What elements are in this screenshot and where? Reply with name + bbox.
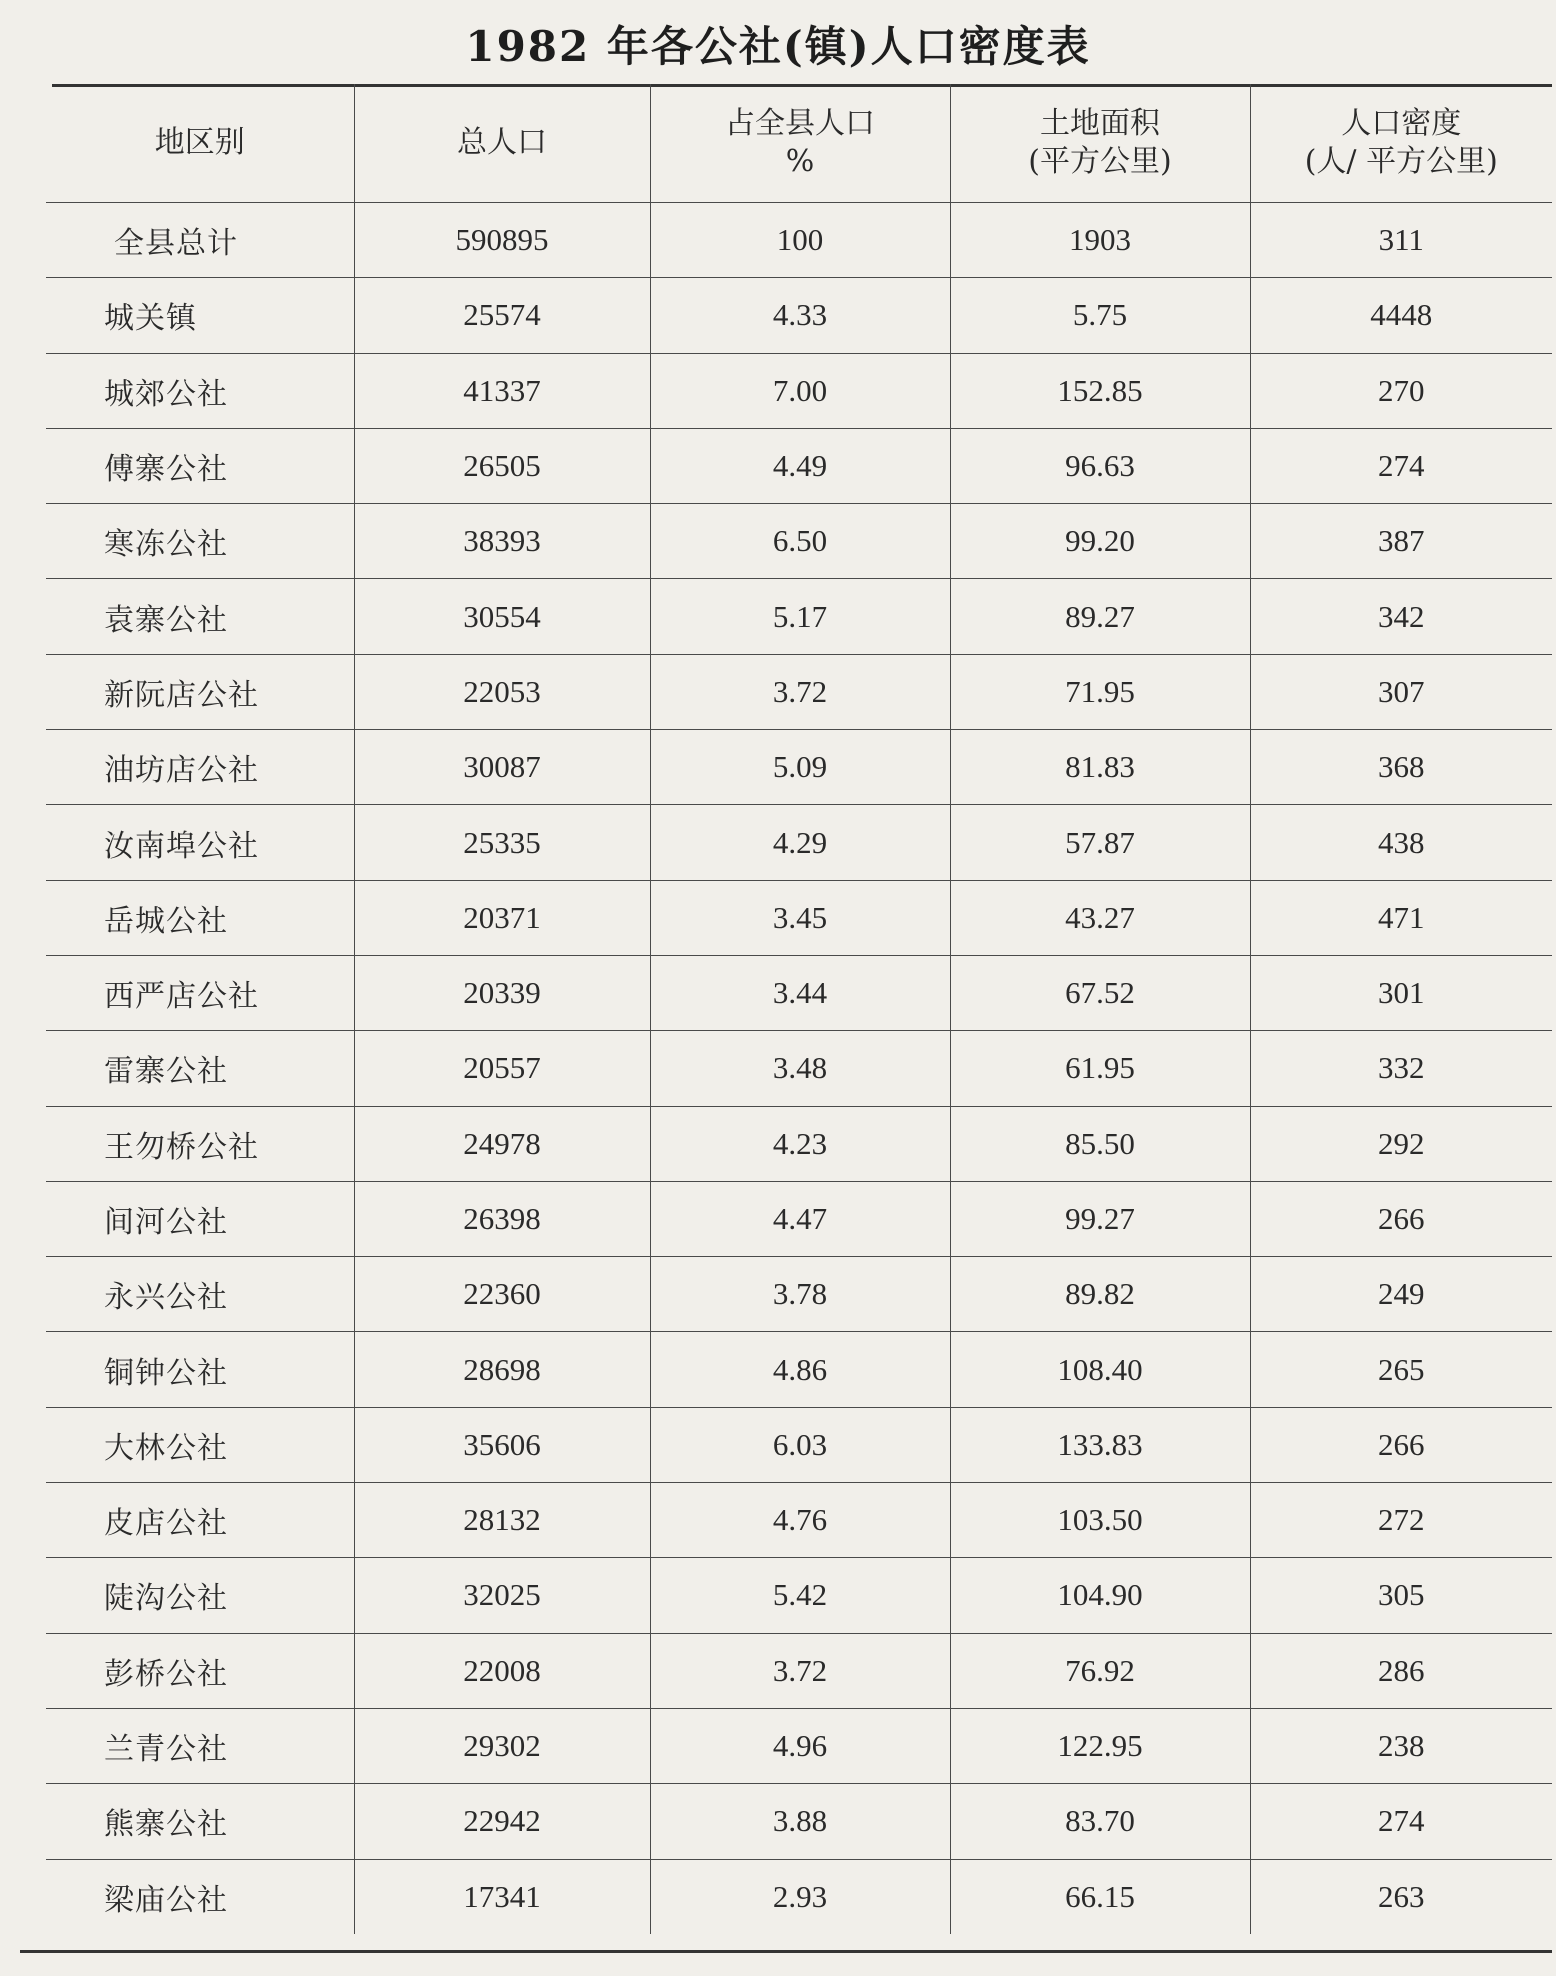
cell-region: 新阮店公社 [46, 654, 354, 729]
table-title: 1982 年各公社(镇)人口密度表 [465, 22, 1091, 71]
cell-area: 5.75 [950, 278, 1250, 353]
cell-density: 249 [1250, 1257, 1552, 1332]
cell-density: 471 [1250, 880, 1552, 955]
cell-population: 30087 [354, 730, 650, 805]
header-share-label: 占全县人口 [725, 106, 875, 141]
cell-density: 274 [1250, 428, 1552, 503]
cell-density: 305 [1250, 1558, 1552, 1633]
cell-share: 6.03 [650, 1407, 950, 1482]
header-area-label: 土地面积 [1040, 106, 1160, 141]
population-density-table [46, 84, 1552, 1934]
cell-share: 6.50 [650, 504, 950, 579]
header-area-unit: (平方公里) [1028, 144, 1172, 179]
header-row [46, 84, 1552, 203]
cell-area: 43.27 [950, 880, 1250, 955]
cell-area: 85.50 [950, 1106, 1250, 1181]
cell-region: 铜钟公社 [46, 1332, 354, 1407]
table-row [46, 654, 1552, 729]
cell-share: 4.29 [650, 805, 950, 880]
cell-area: 76.92 [950, 1633, 1250, 1708]
cell-area: 103.50 [950, 1483, 1250, 1558]
cell-density: 301 [1250, 955, 1552, 1030]
cell-area: 66.15 [950, 1859, 1250, 1934]
cell-region: 彭桥公社 [46, 1633, 354, 1708]
cell-density: 263 [1378, 1878, 1425, 1914]
cell-density: 368 [1250, 730, 1552, 805]
cell-share: 3.44 [650, 955, 950, 1030]
cell-population: 28698 [354, 1332, 650, 1407]
cell-population: 590895 [354, 203, 650, 278]
cell-region: 岳城公社 [46, 880, 354, 955]
cell-density: 265 [1250, 1332, 1552, 1407]
cell-area: 108.40 [950, 1332, 1250, 1407]
table-row [46, 1257, 1552, 1332]
cell-share: 4.96 [650, 1708, 950, 1783]
cell-population: 22008 [354, 1633, 650, 1708]
cell-area: 152.85 [950, 353, 1250, 428]
cell-population: 22360 [354, 1257, 650, 1332]
cell-population: 32025 [354, 1558, 650, 1633]
cell-region: 熊寨公社 [46, 1784, 354, 1859]
cell-density: 438 [1250, 805, 1552, 880]
cell-population: 35606 [354, 1407, 650, 1482]
header-density-label: 人口密度 [1341, 106, 1462, 141]
table-row [46, 428, 1552, 503]
table-row [46, 504, 1552, 579]
cell-share: 4.23 [650, 1106, 950, 1181]
cell-population: 20371 [354, 880, 650, 955]
cell-share: 4.49 [650, 428, 950, 503]
cell-area: 81.83 [950, 730, 1250, 805]
table-row [46, 1859, 1552, 1934]
cell-region: 大林公社 [46, 1407, 354, 1482]
cell-population: 30554 [354, 579, 650, 654]
cell-share: 4.33 [650, 278, 950, 353]
cell-share: 4.47 [650, 1181, 950, 1256]
cell-density: 266 [1250, 1407, 1552, 1482]
cell-density: 342 [1250, 579, 1552, 654]
cell-region: 雷寨公社 [46, 1031, 354, 1106]
cell-region: 汝南埠公社 [46, 805, 354, 880]
cell-area: 96.63 [950, 428, 1250, 503]
cell-region: 间河公社 [46, 1181, 354, 1256]
cell-area: 57.87 [950, 805, 1250, 880]
cell-share: 2.93 [650, 1859, 950, 1934]
cell-density: 238 [1250, 1708, 1552, 1783]
cell-density: 387 [1250, 504, 1552, 579]
table-row [46, 955, 1552, 1030]
cell-density: 266 [1250, 1181, 1552, 1256]
header-area [950, 84, 1250, 203]
cell-region: 永兴公社 [46, 1257, 354, 1332]
cell-share: 3.72 [650, 654, 950, 729]
header-population-label: 总人口 [457, 125, 547, 160]
cell-region: 寒冻公社 [46, 504, 354, 579]
header-density-unit: (人/ 平方公里) [1304, 144, 1498, 179]
cell-population: 22942 [354, 1784, 650, 1859]
table-row [46, 1708, 1552, 1783]
cell-region: 王勿桥公社 [46, 1106, 354, 1181]
table-row-total [46, 203, 1552, 278]
header-density [1250, 84, 1552, 203]
cell-population: 22053 [354, 654, 650, 729]
cell-region: 兰青公社 [46, 1708, 354, 1783]
cell-population: 28132 [354, 1483, 650, 1558]
cell-population: 38393 [354, 504, 650, 579]
cell-area: 71.95 [950, 654, 1250, 729]
cell-area: 1903 [950, 203, 1250, 278]
cell-region: 全县总计 [46, 203, 354, 278]
header-population [354, 84, 650, 203]
cell-density: 270 [1250, 353, 1552, 428]
cell-area: 89.82 [950, 1257, 1250, 1332]
cell-density: 332 [1250, 1031, 1552, 1106]
cell-density: 292 [1250, 1106, 1552, 1181]
cell-area: 104.90 [950, 1558, 1250, 1633]
cell-share: 100 [650, 203, 950, 278]
cell-share: 7.00 [650, 353, 950, 428]
cell-population: 41337 [354, 353, 650, 428]
cell-region: 傅寨公社 [46, 428, 354, 503]
cell-share: 3.48 [650, 1031, 950, 1106]
bottom-rule [20, 1950, 1552, 1953]
cell-density: 4448 [1250, 278, 1552, 353]
cell-region: 陡沟公社 [46, 1558, 354, 1633]
cell-area: 89.27 [950, 579, 1250, 654]
table-row [46, 579, 1552, 654]
header-region [46, 84, 354, 203]
cell-region: 油坊店公社 [46, 730, 354, 805]
cell-share: 4.86 [650, 1332, 950, 1407]
cell-region: 城关镇 [46, 278, 354, 353]
cell-share: 5.09 [650, 730, 950, 805]
cell-population: 25335 [354, 805, 650, 880]
table-row [46, 805, 1552, 880]
cell-population: 24978 [354, 1106, 650, 1181]
table-row [46, 1483, 1552, 1558]
cell-region: 袁寨公社 [46, 579, 354, 654]
header-region-label: 地区别 [154, 125, 245, 160]
cell-population: 25574 [354, 278, 650, 353]
table-row [46, 278, 1552, 353]
table-row [46, 1784, 1552, 1859]
cell-area: 133.83 [950, 1407, 1250, 1482]
table-row [46, 1106, 1552, 1181]
cell-share: 3.88 [650, 1784, 950, 1859]
cell-population: 29302 [354, 1708, 650, 1783]
cell-area: 99.27 [950, 1181, 1250, 1256]
cell-share: 3.45 [650, 880, 950, 955]
cell-population: 20339 [354, 955, 650, 1030]
cell-population: 20557 [354, 1031, 650, 1106]
cell-density: 274 [1250, 1784, 1552, 1859]
cell-share: 5.42 [650, 1558, 950, 1633]
table-container [46, 84, 1552, 1934]
table-row [46, 1031, 1552, 1106]
table-header [46, 84, 1552, 203]
table-row [46, 353, 1552, 428]
cell-density: 307 [1250, 654, 1552, 729]
table-row [46, 1181, 1552, 1256]
table-body [46, 203, 1552, 1934]
cell-population: 26398 [354, 1181, 650, 1256]
table-row [46, 1407, 1552, 1482]
cell-area: 83.70 [950, 1784, 1250, 1859]
table-row [46, 1332, 1552, 1407]
cell-share: 4.76 [650, 1483, 950, 1558]
cell-density: 272 [1250, 1483, 1552, 1558]
cell-region: 西严店公社 [46, 955, 354, 1030]
cell-share: 3.78 [650, 1257, 950, 1332]
cell-density: 286 [1250, 1633, 1552, 1708]
cell-region: 皮店公社 [46, 1483, 354, 1558]
table-row [46, 1558, 1552, 1633]
cell-region: 梁庙公社 [46, 1859, 354, 1934]
table-row [46, 880, 1552, 955]
cell-share: 5.17 [650, 579, 950, 654]
cell-area: 122.95 [950, 1708, 1250, 1783]
cell-area: 99.20 [950, 504, 1250, 579]
cell-population: 26505 [354, 428, 650, 503]
cell-area: 67.52 [950, 955, 1250, 1030]
cell-density: 311 [1250, 203, 1552, 278]
table-row [46, 730, 1552, 805]
cell-share: 3.72 [650, 1633, 950, 1708]
cell-population: 17341 [354, 1859, 650, 1934]
header-share [650, 84, 950, 203]
table-row [46, 1633, 1552, 1708]
header-share-unit: % [785, 144, 815, 179]
cell-region: 城郊公社 [46, 353, 354, 428]
cell-area: 61.95 [950, 1031, 1250, 1106]
